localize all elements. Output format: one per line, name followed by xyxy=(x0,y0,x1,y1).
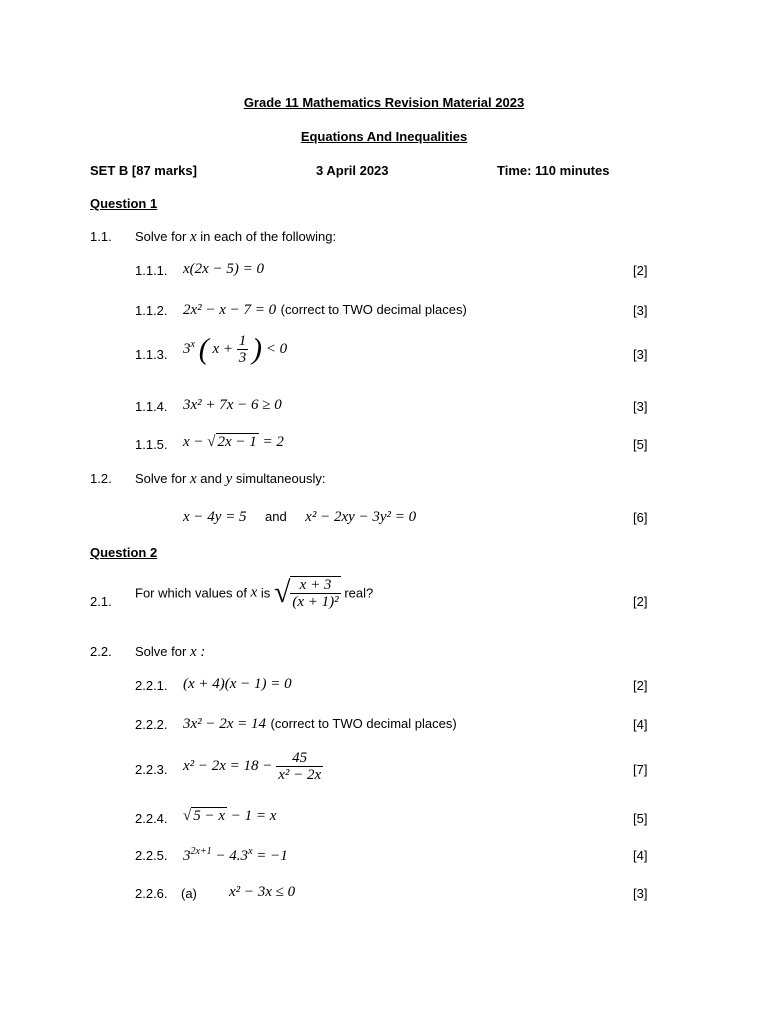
equation-part: x − xyxy=(183,434,204,450)
root-sign: √ xyxy=(273,576,291,609)
connector-text: and xyxy=(265,509,287,524)
equation-base: 3 xyxy=(183,340,191,357)
exam-date: 3 April 2023 xyxy=(316,163,389,178)
equation: x − 4y = 5 xyxy=(183,509,247,525)
exponent: x xyxy=(248,846,253,857)
item-number: 2.2.4. xyxy=(135,811,168,826)
item-number: 2.2.3. xyxy=(135,762,168,777)
item-number: 2.2.2. xyxy=(135,717,168,732)
exponent: 2x+1 xyxy=(190,846,212,857)
fraction-numerator: x + 3 xyxy=(290,577,340,594)
set-info: SET B [87 marks] xyxy=(90,163,197,178)
equation xyxy=(183,807,276,825)
variable: y xyxy=(225,471,233,487)
item-number: 1.1.2. xyxy=(135,303,168,318)
item-number: 2.2. xyxy=(90,644,112,659)
fraction-denominator: 3 xyxy=(238,350,247,366)
mark-allocation: [3] xyxy=(633,347,648,362)
question-1-heading: Question 1 xyxy=(90,196,158,211)
equation-part: x² − 2x = 18 − xyxy=(183,758,273,774)
equation: x(2x − 5) = 0 xyxy=(183,261,265,277)
mark-allocation: [4] xyxy=(633,717,648,732)
equation-base: 3 xyxy=(183,848,191,864)
page-title: Grade 11 Mathematics Revision Material 2023 xyxy=(243,95,525,110)
mark-allocation: [2] xyxy=(633,594,648,609)
equation: x² − 3x ≤ 0 xyxy=(229,884,296,900)
equation-note: (correct to TWO decimal places) xyxy=(270,716,457,731)
mark-allocation: [7] xyxy=(633,762,648,777)
mark-allocation: [3] xyxy=(633,303,648,318)
mark-allocation: [3] xyxy=(633,399,648,414)
equation: 3x² − 2x = 14 xyxy=(183,716,267,732)
item-number: 2.2.1. xyxy=(135,678,168,693)
equation-part: = 2 xyxy=(262,434,284,450)
instruction-text: Solve for xyxy=(135,471,187,486)
question-2-heading: Question 2 xyxy=(90,545,158,560)
equation xyxy=(183,750,323,783)
equation xyxy=(183,846,288,865)
radicand: 5 − x xyxy=(193,808,226,824)
equation-line xyxy=(183,301,467,319)
item-number: 2.1. xyxy=(90,594,112,609)
variable: x xyxy=(189,471,197,487)
fraction xyxy=(276,750,323,783)
instruction-text: is xyxy=(260,585,271,601)
instruction xyxy=(135,644,205,661)
mark-allocation: [4] xyxy=(633,848,648,863)
fraction-denominator: x² − 2x xyxy=(278,767,322,783)
fraction-numerator: 1 xyxy=(238,333,247,349)
instruction-text: in each of the following: xyxy=(200,229,337,244)
fraction-numerator: 45 xyxy=(276,750,323,767)
instruction-text: Solve for xyxy=(135,229,187,244)
variable: x xyxy=(250,584,258,601)
instruction-text: Solve for xyxy=(135,644,187,659)
equation-part: − 1 = x xyxy=(230,808,277,824)
fraction xyxy=(237,333,249,366)
root-sign: √ xyxy=(183,808,192,824)
fraction xyxy=(290,576,340,610)
equation-part: x + xyxy=(212,340,233,357)
item-number: 2.2.5. xyxy=(135,848,168,863)
item-number: 1.1.3. xyxy=(135,347,168,362)
item-number: 1.1.5. xyxy=(135,437,168,452)
equation-part: = −1 xyxy=(256,848,288,864)
item-number: 1.1.1. xyxy=(135,263,168,278)
equation xyxy=(183,333,287,366)
instruction-text: and xyxy=(200,471,222,486)
equation: x² − 2xy − 3y² = 0 xyxy=(305,509,417,525)
instruction xyxy=(135,576,373,610)
page-subtitle: Equations And Inequalities xyxy=(300,129,468,144)
instruction-text: simultaneously: xyxy=(235,471,326,486)
equation-line xyxy=(183,715,457,733)
item-number: 2.2.6. xyxy=(135,886,168,901)
equation: 3x² + 7x − 6 ≥ 0 xyxy=(183,397,282,413)
item-number: 1.1. xyxy=(90,229,112,244)
equation-note: (correct to TWO decimal places) xyxy=(280,302,467,317)
equation xyxy=(183,433,284,451)
simultaneous-equations xyxy=(183,508,416,526)
mark-allocation: [3] xyxy=(633,886,648,901)
equation-part: − 4.3 xyxy=(215,848,249,864)
exam-time: Time: 110 minutes xyxy=(497,163,610,178)
item-number: 1.1.4. xyxy=(135,399,168,414)
equation: 2x² − x − 7 = 0 xyxy=(183,302,277,318)
item-number: 1.2. xyxy=(90,471,112,486)
mark-allocation: [2] xyxy=(633,678,648,693)
left-paren: ( xyxy=(198,332,209,366)
radicand: 2x − 1 xyxy=(217,434,257,450)
mark-allocation: [5] xyxy=(633,437,648,452)
equation: (x + 4)(x − 1) = 0 xyxy=(183,676,292,692)
instruction-text: For which values of xyxy=(135,585,247,601)
root-sign: √ xyxy=(207,434,216,450)
sub-item-label: (a) xyxy=(181,886,197,901)
equation-part: < 0 xyxy=(265,340,288,357)
right-paren: ) xyxy=(251,332,262,366)
fraction-denominator: (x + 1)² xyxy=(292,594,339,610)
exponent: x xyxy=(190,338,195,350)
instruction xyxy=(135,229,336,246)
mark-allocation: [2] xyxy=(633,263,648,278)
mark-allocation: [6] xyxy=(633,510,648,525)
instruction xyxy=(135,471,325,488)
variable: x xyxy=(189,229,197,245)
variable: x : xyxy=(189,644,206,660)
instruction-text: real? xyxy=(344,585,374,601)
mark-allocation: [5] xyxy=(633,811,648,826)
